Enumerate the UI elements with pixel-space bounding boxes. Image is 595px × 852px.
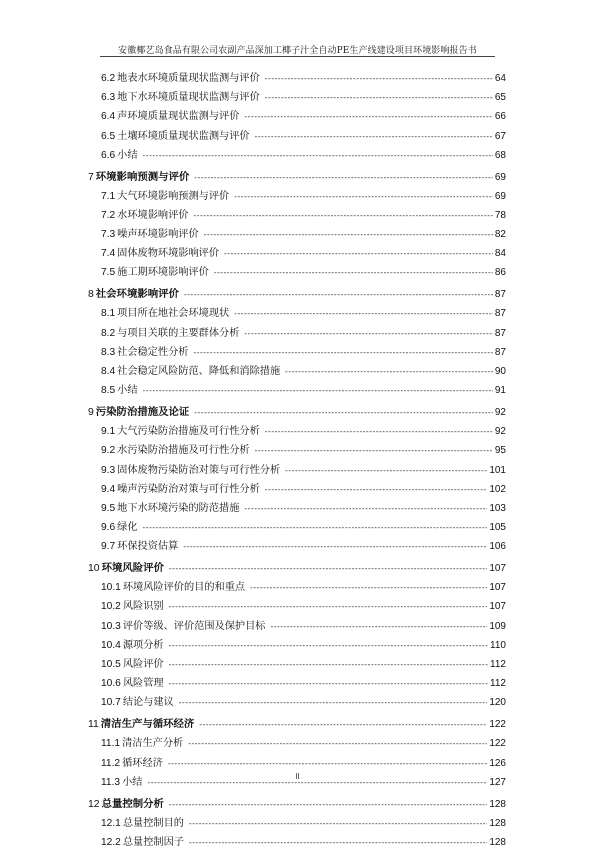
toc-entry-page: 95 — [494, 445, 506, 457]
toc-section-entry[interactable] — [88, 518, 506, 537]
toc-entry-title: 地表水环境质量现状监测与评价 — [117, 73, 260, 84]
toc-entry-page: 107 — [489, 563, 506, 575]
toc-entry-number: 9.1 — [101, 426, 116, 438]
toc-entry-number: 8.3 — [101, 346, 116, 358]
toc-section-entry[interactable] — [88, 206, 506, 225]
toc-entry-page: 90 — [494, 366, 506, 377]
toc-entry-number: 7 — [88, 171, 94, 183]
toc-entry-title: 地下水环境污染的防范措施 — [117, 502, 240, 514]
toc-entry-number: 6.5 — [101, 130, 116, 142]
toc-entry-title: 清洁生产与循环经济 — [100, 718, 195, 731]
toc-dot-leader — [194, 168, 493, 187]
toc-section-entry[interactable] — [88, 244, 506, 263]
toc-section-entry[interactable] — [88, 69, 506, 88]
toc-entry-title: 绿化 — [117, 522, 138, 534]
toc-section-entry[interactable] — [88, 674, 506, 693]
toc-dot-leader — [189, 814, 487, 833]
toc-dot-leader — [169, 597, 488, 616]
toc-dot-leader — [265, 422, 493, 441]
toc-entry-title: 声环境质量现状监测与评价 — [117, 111, 240, 123]
toc-entry-page: 128 — [489, 836, 506, 848]
toc-dot-leader — [143, 381, 493, 400]
toc-dot-leader — [183, 537, 487, 556]
toc-section-entry[interactable] — [88, 107, 506, 126]
toc-entry-number: 9.4 — [101, 483, 116, 495]
toc-entry-number: 10.3 — [101, 620, 121, 632]
toc-chapter-entry[interactable] — [88, 559, 506, 578]
table-of-contents — [88, 69, 506, 852]
toc-entry-title: 项目所在地社会环境现状 — [117, 308, 230, 320]
toc-entry-page: 105 — [489, 522, 506, 534]
toc-chapter-entry[interactable] — [88, 795, 506, 814]
toc-entry-title: 大气污染防治措施及可行性分析 — [117, 426, 260, 438]
toc-entry-title: 风险评价 — [122, 659, 164, 670]
toc-entry-page: 69 — [494, 171, 506, 183]
toc-entry-number: 8.1 — [101, 308, 116, 320]
toc-section-entry[interactable] — [88, 578, 506, 597]
toc-entry-number: 11.2 — [101, 757, 121, 769]
toc-entry-page: 87 — [494, 346, 506, 358]
toc-entry-page: 110 — [490, 639, 506, 651]
toc-entry-number: 9.5 — [101, 502, 116, 514]
toc-entry-title: 环保投资估算 — [117, 541, 179, 553]
toc-entry-title: 与项目关联的主要群体分析 — [117, 327, 240, 339]
toc-entry-page: 112 — [490, 678, 506, 690]
toc-entry-title: 水污染防治措施及可行性分析 — [117, 445, 250, 457]
toc-entry-title: 环境风险评价的目的和重点 — [122, 582, 246, 594]
toc-entry-page: 92 — [494, 406, 506, 418]
toc-dot-leader — [184, 285, 493, 304]
toc-dot-leader — [244, 499, 487, 518]
toc-entry-title: 小结 — [122, 776, 143, 788]
toc-dot-leader — [234, 187, 493, 206]
toc-entry-page: 101 — [489, 464, 506, 476]
toc-entry-number: 9 — [88, 406, 94, 418]
toc-entry-number: 9.3 — [101, 464, 116, 476]
toc-dot-leader — [179, 693, 488, 712]
toc-dot-leader — [255, 127, 493, 146]
toc-section-entry[interactable] — [88, 617, 506, 636]
toc-entry-number: 7.3 — [101, 229, 116, 241]
toc-entry-number: 10.7 — [101, 697, 121, 709]
toc-entry-number: 10.2 — [101, 601, 121, 613]
toc-section-entry[interactable] — [88, 146, 506, 165]
toc-entry-title: 评价等级、评价范围及保护目标 — [122, 620, 266, 632]
toc-entry-page: 128 — [489, 817, 506, 829]
toc-entry-number: 12.2 — [101, 836, 121, 848]
toc-chapter-entry[interactable] — [88, 285, 506, 304]
toc-entry-number: 7.5 — [101, 267, 116, 279]
toc-entry-page: 64 — [494, 73, 506, 84]
toc-dot-leader — [193, 206, 492, 225]
toc-dot-leader — [193, 343, 492, 362]
toc-entry-page: 78 — [494, 209, 506, 221]
toc-dot-leader — [265, 480, 488, 499]
toc-entry-number: 6.3 — [101, 92, 116, 104]
toc-entry-title: 总量控制目的 — [122, 817, 184, 829]
toc-dot-leader — [285, 461, 487, 480]
toc-entry-number: 10.4 — [101, 639, 121, 651]
toc-entry-page: 82 — [494, 229, 506, 241]
toc-dot-leader — [169, 674, 488, 693]
toc-entry-title: 风险管理 — [122, 678, 164, 690]
header-rule — [100, 56, 495, 57]
toc-entry-page: 120 — [489, 697, 506, 709]
toc-section-entry[interactable] — [88, 187, 506, 206]
toc-entry-number: 11.1 — [101, 738, 121, 750]
toc-entry-number: 8 — [88, 289, 94, 301]
toc-dot-leader — [194, 403, 493, 422]
toc-entry-page: 87 — [494, 327, 506, 339]
toc-entry-title: 社会环境影响评价 — [95, 288, 179, 301]
toc-entry-title: 固体废物环境影响评价 — [117, 248, 220, 260]
toc-entry-number: 8.5 — [101, 385, 116, 397]
toc-entry-page: 122 — [489, 738, 506, 750]
toc-entry-page: 92 — [494, 426, 506, 438]
toc-entry-title: 总量控制分析 — [101, 797, 164, 810]
toc-dot-leader — [189, 833, 487, 852]
toc-entry-page: 69 — [494, 190, 506, 202]
toc-section-entry[interactable] — [88, 754, 506, 773]
toc-section-entry[interactable] — [88, 441, 506, 460]
toc-dot-leader — [285, 362, 493, 381]
toc-section-entry[interactable] — [88, 636, 506, 655]
toc-section-entry[interactable] — [88, 362, 506, 381]
toc-dot-leader — [214, 263, 493, 282]
toc-dot-leader — [255, 441, 493, 460]
toc-chapter-entry[interactable] — [88, 168, 506, 187]
toc-entry-page: 66 — [494, 111, 506, 123]
toc-section-entry[interactable] — [88, 480, 506, 499]
toc-entry-page: 107 — [489, 582, 506, 594]
toc-section-entry[interactable] — [88, 127, 506, 146]
toc-dot-leader — [199, 715, 487, 734]
toc-entry-number: 11.3 — [101, 776, 121, 788]
toc-dot-leader — [265, 69, 493, 88]
toc-section-entry[interactable] — [88, 597, 506, 616]
toc-entry-title: 水环境影响评价 — [117, 209, 189, 221]
toc-section-entry[interactable] — [88, 324, 506, 343]
toc-section-entry[interactable] — [88, 88, 506, 107]
toc-entry-number: 10.1 — [101, 582, 121, 594]
toc-entry-page: 87 — [494, 308, 506, 320]
toc-entry-page: 126 — [489, 757, 506, 769]
toc-section-entry[interactable] — [88, 833, 506, 852]
toc-entry-title: 噪声环境影响评价 — [117, 229, 199, 241]
toc-entry-title: 社会稳定性分析 — [117, 346, 189, 358]
toc-dot-leader — [265, 88, 493, 107]
toc-section-entry[interactable] — [88, 225, 506, 244]
toc-dot-leader — [270, 617, 487, 636]
toc-entry-number: 9.6 — [101, 522, 116, 534]
toc-dot-leader — [250, 578, 487, 597]
toc-entry-title: 噪声污染防治对策与可行性分析 — [117, 483, 260, 495]
toc-dot-leader — [188, 734, 487, 753]
toc-entry-page: 68 — [494, 149, 506, 161]
toc-entry-title: 结论与建议 — [122, 697, 174, 709]
toc-entry-title: 施工期环境影响评价 — [117, 267, 209, 279]
toc-entry-number: 6.4 — [101, 111, 116, 123]
toc-dot-leader — [204, 225, 493, 244]
toc-section-entry[interactable] — [88, 381, 506, 400]
toc-entry-title: 小结 — [117, 149, 138, 161]
page-number: II — [295, 772, 300, 781]
toc-dot-leader — [244, 107, 492, 126]
toc-entry-title: 清洁生产分析 — [122, 738, 184, 750]
toc-section-entry[interactable] — [88, 461, 506, 480]
toc-section-entry[interactable] — [88, 343, 506, 362]
toc-entry-title: 土壤环境质量现状监测与评价 — [117, 130, 250, 142]
toc-entry-page: 103 — [489, 502, 506, 514]
toc-chapter-entry[interactable] — [88, 715, 506, 734]
toc-entry-number: 8.2 — [101, 327, 116, 339]
toc-entry-title: 污染防治措施及论证 — [95, 405, 190, 418]
toc-section-entry[interactable] — [88, 814, 506, 833]
toc-entry-number: 12 — [88, 798, 100, 810]
toc-entry-title: 源项分析 — [122, 639, 164, 651]
toc-entry-title: 社会稳定风险防范、降低和消除措施 — [117, 366, 281, 377]
toc-entry-title: 大气环境影响预测与评价 — [117, 190, 230, 202]
toc-entry-number: 7.2 — [101, 209, 116, 221]
toc-entry-page: 67 — [494, 130, 506, 142]
toc-entry-page: 127 — [489, 776, 506, 788]
toc-entry-page: 112 — [490, 659, 506, 670]
toc-entry-title: 总量控制因子 — [122, 836, 184, 848]
toc-entry-number: 11 — [88, 719, 99, 731]
toc-entry-title: 小结 — [117, 385, 138, 397]
toc-dot-leader — [224, 244, 493, 263]
toc-dot-leader — [244, 324, 492, 343]
toc-entry-number: 8.4 — [101, 366, 116, 377]
toc-entry-page: 128 — [489, 798, 506, 810]
toc-entry-page: 87 — [494, 289, 506, 301]
toc-dot-leader — [169, 559, 487, 578]
toc-section-entry[interactable] — [88, 693, 506, 712]
toc-entry-title: 环境影响预测与评价 — [95, 170, 190, 183]
toc-entry-number: 10.5 — [101, 659, 121, 670]
toc-entry-page: 91 — [494, 385, 506, 397]
toc-entry-page: 109 — [489, 620, 506, 632]
toc-section-entry[interactable] — [88, 263, 506, 282]
toc-section-entry[interactable] — [88, 304, 506, 323]
toc-entry-page: 122 — [489, 719, 506, 731]
toc-dot-leader — [169, 655, 488, 674]
toc-section-entry[interactable] — [88, 499, 506, 518]
toc-entry-number: 6.6 — [101, 149, 116, 161]
toc-entry-number: 10.6 — [101, 678, 121, 690]
toc-dot-leader — [143, 146, 493, 165]
toc-entry-title: 地下水环境质量现状监测与评价 — [117, 92, 260, 104]
toc-section-entry[interactable] — [88, 655, 506, 674]
toc-section-entry[interactable] — [88, 422, 506, 441]
toc-entry-number: 6.2 — [101, 73, 116, 84]
toc-entry-page: 106 — [489, 541, 506, 553]
page-header: 安徽椰艺岛食品有限公司农副产品深加工椰子汁全自动PE生产线建设项目环境影响报告书 — [118, 46, 477, 56]
toc-chapter-entry[interactable] — [88, 403, 506, 422]
toc-entry-page: 102 — [489, 483, 506, 495]
toc-entry-title: 风险识别 — [122, 601, 164, 613]
toc-entry-number: 12.1 — [101, 817, 121, 829]
toc-entry-number: 7.4 — [101, 248, 116, 260]
toc-entry-number: 9.2 — [101, 445, 116, 457]
toc-entry-page: 84 — [494, 248, 506, 260]
toc-entry-page: 65 — [494, 92, 506, 104]
toc-section-entry[interactable] — [88, 537, 506, 556]
toc-entry-number: 10 — [88, 563, 100, 575]
toc-entry-title: 固体废物污染防治对策与可行性分析 — [117, 464, 281, 476]
toc-entry-number: 7.1 — [101, 190, 116, 202]
toc-entry-title: 循环经济 — [122, 757, 163, 769]
toc-entry-title: 环境风险评价 — [101, 562, 164, 575]
toc-entry-page: 86 — [494, 267, 506, 279]
toc-dot-leader — [169, 636, 488, 655]
toc-dot-leader — [143, 518, 488, 537]
toc-entry-page: 107 — [489, 601, 506, 613]
toc-dot-leader — [169, 795, 487, 814]
toc-dot-leader — [168, 754, 487, 773]
toc-entry-number: 9.7 — [101, 541, 116, 553]
toc-dot-leader — [234, 304, 493, 323]
toc-section-entry[interactable] — [88, 734, 506, 753]
